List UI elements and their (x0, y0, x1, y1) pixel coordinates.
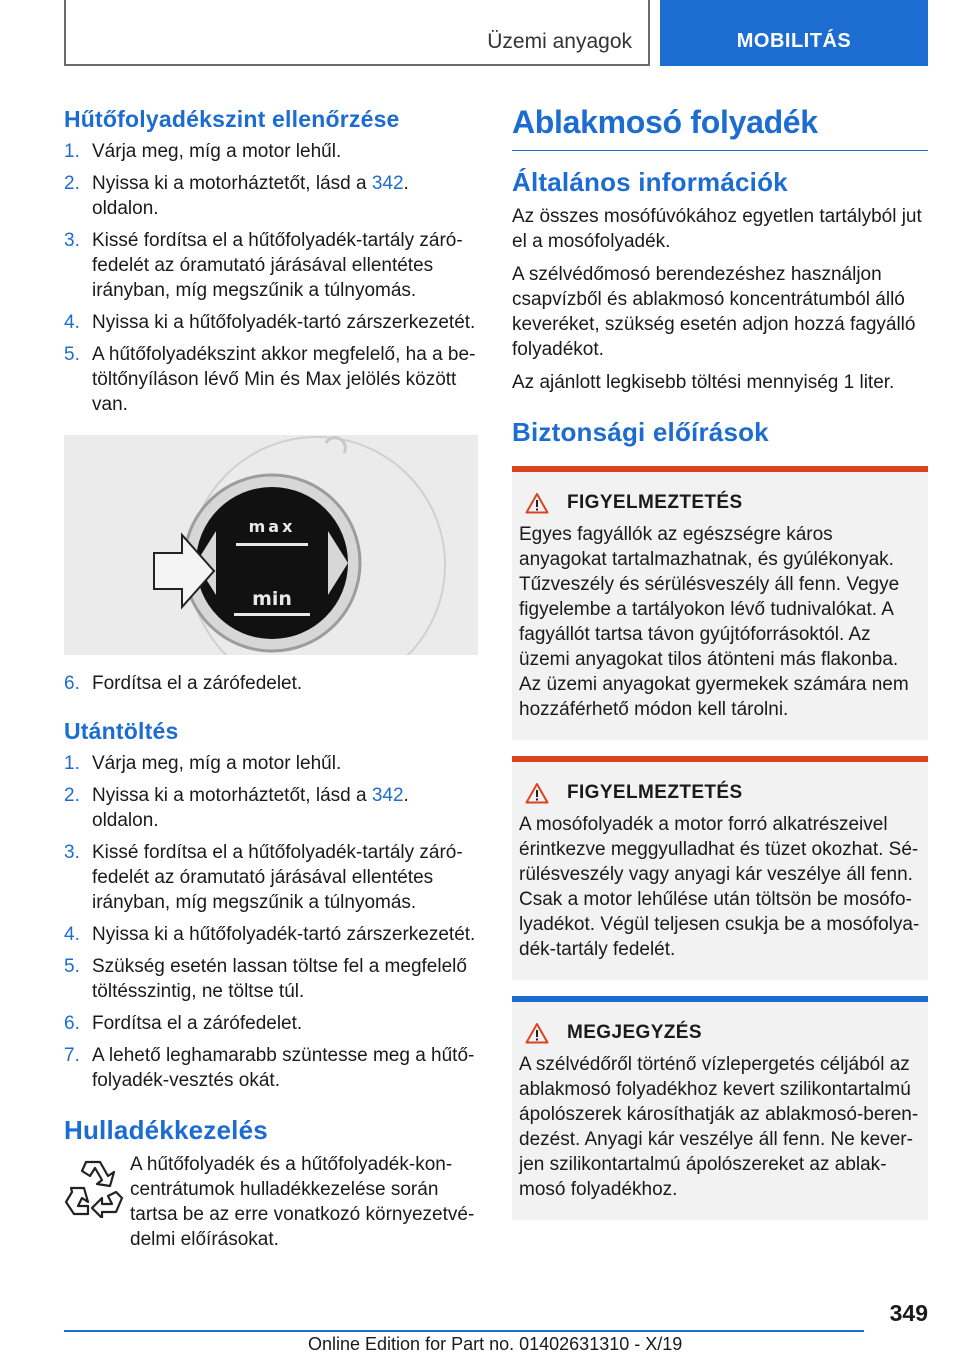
list-item: 6. Fordítsa el a zárófedelet. (64, 673, 303, 694)
header-chapter-tab[interactable]: MOBILITÁS (660, 0, 928, 66)
page-number: 349 (889, 1300, 928, 1326)
list-item: 3. Kissé fordítsa el a hűtőfolyadék-tartály zárófedelét az óramutató járásával ellentétes irányban, míg megszűnik a túlnyomás. (64, 230, 463, 301)
list-item: 5. Szükség esetén lassan töltse fel a megfelelő töltésszintig, ne töltse túl. (64, 956, 467, 1002)
list-item: 6. Fordítsa el a zárófedelet. (64, 1013, 303, 1034)
coolant-check-steps (64, 139, 478, 417)
general-text-1: Az összes mosófúvókához egyetlen tartályból jut el a mosófolyadék. (512, 206, 922, 252)
coolant-check-heading: Hűtőfolyadékszint ellenőrzése (64, 106, 400, 132)
safety-heading: Biztonsági előírások (512, 417, 769, 447)
note-title: MEGJEGYZÉS (519, 1022, 921, 1044)
list-item: 2. Nyissa ki a motorháztetőt, lásd a 342. oldalon. (64, 173, 409, 219)
warning-text: Egyes fagyállók az egészségre káros anyagokat tartalmazhatnak, és gyúlékonyak. Tűzveszély és sérülésveszély áll fenn. Vegye figyelembe a tartályokon lévő tudnivalókat. A fagyállót tartsa távon gyújtóforrásoktól. Az üzemi anyagokat tilos átönteni más flakonba. Az üzemi anyagokat gyermekek számára nem hozzáférhető módon kell tárolni. (519, 524, 909, 720)
general-info-heading: Általános információk (512, 167, 788, 197)
page-link[interactable]: 342 (371, 785, 404, 806)
note-box (512, 996, 928, 1220)
refill-heading: Utántöltés (64, 718, 179, 744)
disposal-text: A hűtőfolyadék és a hűtőfolyadék-koncentrátumok hulladékkezelése során tartsa be az erre vonatkozó környezetvédelmi előírásokat. (130, 1154, 475, 1250)
coolant-level-figure (64, 435, 478, 655)
disposal-heading: Hulladékkezelés (64, 1115, 268, 1145)
general-text-3: Az ajánlott legkisebb töltési mennyiség 1 liter. (512, 372, 895, 393)
coolant-check-step6 (64, 671, 478, 696)
right-column (512, 100, 928, 1220)
list-item: 2. Nyissa ki a motorháztetőt, lásd a 342. oldalon. (64, 785, 409, 831)
left-column (64, 100, 478, 1252)
min-label: min (252, 588, 292, 610)
warning-triangle-icon (525, 492, 549, 514)
max-label: max (248, 517, 296, 536)
list-item: 1. Várja meg, míg a motor lehűl. (64, 753, 342, 774)
header-section-box (64, 0, 650, 66)
warning-title: FIGYELMEZTETÉS (519, 782, 921, 804)
warning-box-2 (512, 756, 928, 980)
page-link[interactable]: 342 (371, 173, 404, 194)
warning-triangle-icon (525, 782, 549, 804)
recycle-icon (64, 1156, 124, 1252)
footer-edition: Online Edition for Part no. 01402631310 - X/19 (308, 1334, 683, 1354)
list-item: 4. Nyissa ki a hűtőfolyadék-tartó zárszerkezetét. (64, 924, 476, 945)
list-item: 3. Kissé fordítsa el a hűtőfolyadék-tartály zárófedelét az óramutató járásával ellentétes irányban, míg megszűnik a túlnyomás. (64, 842, 463, 913)
list-item: 4. Nyissa ki a hűtőfolyadék-tartó zárszerkezetét. (64, 312, 476, 333)
warning-title: FIGYELMEZTETÉS (519, 492, 921, 514)
list-item: 1. Várja meg, míg a motor lehűl. (64, 141, 342, 162)
note-text: A szélvédőről történő vízlepergetés céljából az ablakmosó folyadékhoz kevert szilikontartalmú ápolószerek károsíthatják az ablakmosó-berendezést. Anyagi kár veszélye áll fenn. Ne keverjen szilikontartalmú ápolószereket az ablakmosó folyadékhoz. (519, 1054, 919, 1200)
footer-divider (64, 1330, 864, 1332)
warning-box-1 (512, 466, 928, 740)
list-item: 7. A lehető leghamarabb szüntesse meg a hűtőfolyadék-vesztés okát. (64, 1045, 475, 1091)
warning-text: A mosófolyadék a motor forró alkatrészeivel érintkezve meggyulladhat és tüzet okozhat. Sérülésveszély vagy anyagi kár veszélye áll fenn. Csak a motor lehűlése után töltsön be mosófolyadékot. Végül teljesen csukja be a mosófolyadék-tartály fedelét. (519, 814, 920, 960)
disposal-section (64, 1152, 478, 1252)
general-text-2: A szélvédőmosó berendezéshez használjon csapvízből és ablakmosó koncentrátumból álló keveréket, szükség esetén adjon hozzá fagyálló folyadékot. (512, 264, 916, 360)
washer-fluid-title: Ablakmosó folyadék (512, 100, 928, 151)
page-header (64, 0, 928, 66)
warning-triangle-icon (525, 1022, 549, 1044)
header-section-title: Üzemi anyagok (487, 30, 632, 53)
list-item: 5. A hűtőfolyadékszint akkor megfelelő, ha a betöltőnyíláson lévő Min és Max jelölés között van. (64, 344, 476, 415)
refill-steps (64, 751, 478, 1093)
